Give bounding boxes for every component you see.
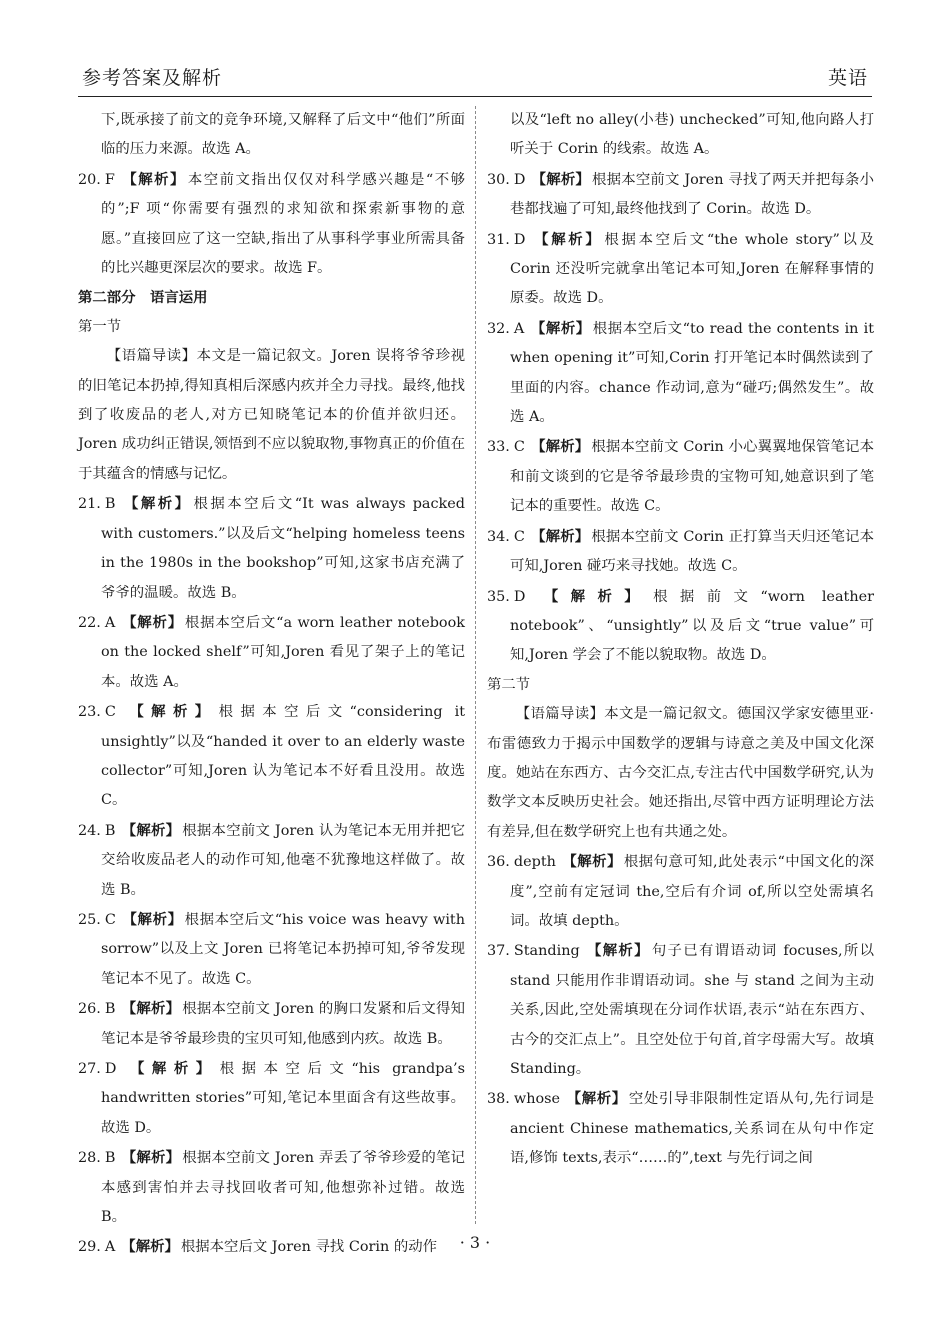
item-explanation: 根据本空前文 Corin 小心翼翼地保管笔记本和前文谈到的它是爷爷最珍贵的宝物可知,她意识到了笔记本的重要性。故选 C。 [510, 439, 874, 515]
continuation-text: 下,既承接了前文的竞争环境,又解释了后文中“他们”所面临的压力来源。故选 A。 [101, 112, 465, 158]
item-explanation: 根据本空前文 Joren 认为笔记本无用并把它交给收废品老人的动作可知,他毫不犹豫地这样做了。故选 B。 [101, 822, 465, 898]
item-explanation: 句子已有谓语动词 focuses,所以 stand 只能用作非谓语动词。she 与 stand 之间为主动关系,因此,空处需填现在分词作状语,表示“站在东西方、古今的交汇点上”。且空处位于句首,首字母需大写。故填 Standing。 [510, 943, 874, 1077]
item-answer: B [104, 822, 116, 839]
answer-item [487, 1084, 874, 1173]
answer-item [487, 847, 874, 936]
passage-intro: 【语篇导读】本文是一篇记叙文。Joren 误将爷爷珍视的旧笔记本扔掉,得知真相后深感内疚并全力寻找。最终,他找到了收废品的老人,对方已知晓笔记本的价值并欲归还。Joren 成功纠正错误,领悟到不应以貌取物,事物真正的价值在于其蕴含的情感与记忆。 [78, 348, 465, 482]
item-answer: D [513, 231, 526, 248]
item-answer: A [513, 320, 525, 337]
item-explanation: 根据本空后文 Joren 寻找 Corin 的动作 [180, 1239, 437, 1256]
item-answer: F [104, 171, 115, 188]
item-number: 32. [487, 320, 510, 337]
item-answer: C [104, 911, 116, 928]
header-subject: 英语 [827, 67, 868, 89]
item-number: 21. [78, 496, 101, 513]
item-explanation: 根据本空前文 Joren 弄丢了爷爷珍爱的笔记本感到害怕并去寻找回收者可知,他想弥补过错。故选 B。 [101, 1150, 465, 1226]
item-number: 37. [487, 943, 510, 960]
item-number: 35. [487, 588, 510, 605]
item-answer: D [513, 171, 526, 188]
item-explanation: 根据本空前文 Joren 寻找了两天并把每条小巷都找遍了可知,最终他找到了 Corin。故选 D。 [510, 171, 874, 218]
item-number: 22. [78, 614, 101, 631]
item-explanation: 根据本空后文“It was always packed with customers.”以及后文“helping homeless teens in the 1980s in the bookshop”可知,这家书店充满了爷爷的温暖。故选 B。 [101, 496, 465, 601]
item-answer: A [104, 614, 116, 631]
item-explanation: 根据本空后文“considering it unsightly”以及“handed it over to an elderly waste collector”可知,Joren 认为笔记本不好看且没用。故选 C。 [101, 704, 465, 809]
analysis-tag: 【解析】 [121, 1149, 181, 1167]
item-answer: C [513, 528, 525, 545]
section-title: 第一节 [78, 318, 122, 335]
answer-item [78, 489, 465, 608]
item-explanation: 根据本空后文“the whole story”以及 Corin 还没听完就拿出笔记本可知,Joren 在解释事情的原委。故选 D。 [510, 231, 874, 307]
answer-item [78, 608, 465, 697]
item-answer: A [104, 1239, 116, 1256]
item-number: 38. [487, 1091, 510, 1108]
answer-item [487, 522, 874, 582]
item-explanation: 根据本空前文 Joren 的胸口发紧和后文得知笔记本是爷爷最珍贵的宝贝可知,他感到内疚。故选 B。 [101, 1001, 465, 1047]
item-number: 36. [487, 854, 510, 871]
item-number: 29. [78, 1239, 101, 1256]
analysis-tag: 【解析】 [530, 319, 591, 337]
answer-item [78, 905, 465, 994]
item-number: 27. [78, 1061, 101, 1077]
item-answer: C [104, 704, 116, 721]
analysis-tag: 【解析】 [121, 703, 217, 721]
passage-intro: 【语篇导读】本文是一篇记叙文。德国汉学家安德里亚·布雷德致力于揭示中国数学的逻辑与诗意之美及中国文化深度。她站在东西方、古今交汇点,专注古代中国数学研究,认为数学文本反映历史社会。她还指出,尽管中西方证明理论方法有差异,但在数学研究上也有共通之处。 [487, 706, 874, 840]
item-answer: B [104, 496, 116, 513]
answer-item [78, 165, 465, 284]
page-header [78, 60, 872, 97]
analysis-tag: 【解析】 [530, 527, 590, 545]
item-number: 34. [487, 528, 510, 545]
item-answer: D [513, 588, 526, 605]
answer-item [78, 816, 465, 905]
answer-item [78, 1143, 465, 1232]
analysis-tag: 【解析】 [121, 495, 192, 513]
page-number: · 3 · [459, 1233, 491, 1252]
analysis-tag: 【解析】 [121, 821, 181, 839]
answer-item [487, 225, 874, 314]
item-answer: D [104, 1061, 117, 1077]
answer-list [487, 165, 874, 671]
item-explanation: 空处引导非限制性定语从句,先行词是 ancient Chinese mathematics,关系词在从句中作定语,修饰 texts,表示“……的”,text 与先行词之间 [510, 1091, 874, 1167]
analysis-tag: 【解析】 [121, 1000, 181, 1018]
header-title: 参考答案及解析 [82, 67, 223, 89]
analysis-tag: 【解析】 [566, 1090, 627, 1108]
item-number: 24. [78, 822, 101, 839]
item-answer: B [104, 1001, 116, 1018]
left-column [78, 106, 465, 1263]
item-number: 20. [78, 171, 101, 188]
item-explanation: 根据句意可知,此处表示“中国文化的深度”,空前有定冠词 the,空后有介词 of,所以空处需填名词。故填 depth。 [510, 854, 874, 929]
item-explanation: 根据本空后文“his grandpa’s handwritten stories”可知,笔记本里面含有这些故事。故选 D。 [101, 1061, 465, 1136]
analysis-tag: 【解析】 [531, 587, 652, 605]
answer-item [487, 582, 874, 671]
answer-item [487, 165, 874, 225]
analysis-tag: 【解析】 [122, 1060, 218, 1077]
analysis-tag: 【解析】 [531, 170, 591, 188]
item-answer: B [104, 1150, 116, 1167]
item-explanation: 根据本空前文 Corin 正打算当天归还笔记本可知,Joren 碰巧来寻找她。故选 C。 [510, 528, 874, 575]
analysis-tag: 【解析】 [121, 910, 183, 928]
analysis-tag: 【解析】 [121, 1238, 179, 1256]
item-explanation: 根据本空后文“his voice was heavy with sorrow”以及上文 Joren 已将笔记本扔掉可知,爷爷发现笔记本不见了。故选 C。 [101, 911, 465, 987]
answer-item [78, 1054, 465, 1143]
analysis-tag: 【解析】 [585, 942, 650, 960]
section-title: 第二节 [487, 676, 531, 693]
answer-list [487, 847, 874, 1173]
item-answer: Standing [513, 943, 580, 960]
right-column [487, 106, 874, 1174]
item-number: 23. [78, 704, 101, 721]
answer-item [487, 936, 874, 1084]
answer-list [78, 489, 465, 1263]
analysis-tag: 【解析】 [531, 230, 603, 248]
continuation-text: 以及“left no alley(小巷) unchecked”可知,他向路人打听关于 Corin 的线索。故选 A。 [510, 112, 874, 158]
analysis-tag: 【解析】 [561, 853, 622, 871]
item-number: 25. [78, 911, 101, 928]
item-number: 26. [78, 1001, 101, 1018]
item-explanation: 根据前文“worn leather notebook”、“unsightly”以及后文“true value”可知,Joren 学会了不能以貌取物。故选 D。 [510, 588, 874, 664]
answer-item [78, 697, 465, 816]
item-number: 33. [487, 439, 510, 456]
item-answer: C [513, 439, 525, 456]
item-number: 31. [487, 231, 510, 248]
part-title: 第二部分 语言运用 [78, 289, 208, 307]
analysis-tag: 【解析】 [120, 170, 186, 188]
item-explanation: 根据本空后文“to read the contents in it when opening it”可知,Corin 打开笔记本时偶然读到了里面的内容。chance 作动词,意为“碰巧;偶然发生”。故选 A。 [510, 320, 874, 426]
answer-item [78, 994, 465, 1054]
item-answer: whose [513, 1091, 561, 1108]
column-divider [475, 106, 476, 1224]
answer-item [487, 432, 874, 521]
analysis-tag: 【解析】 [530, 438, 590, 456]
item-answer: depth [513, 854, 556, 871]
answer-item [487, 314, 874, 433]
item-number: 30. [487, 171, 510, 188]
analysis-tag: 【解析】 [121, 613, 183, 631]
item-explanation: 根据本空后文“a worn leather notebook on the locked shelf”可知,Joren 看见了架子上的笔记本。故选 A。 [101, 614, 465, 690]
item-explanation: 本空前文指出仅仅对科学感兴趣是“不够的”;F 项“你需要有强烈的求知欲和探索新事物的意愿。”直接回应了这一空缺,指出了从事科学事业所需具备的比兴趣更深层次的要求。故选 F。 [101, 171, 465, 277]
item-number: 28. [78, 1150, 101, 1167]
